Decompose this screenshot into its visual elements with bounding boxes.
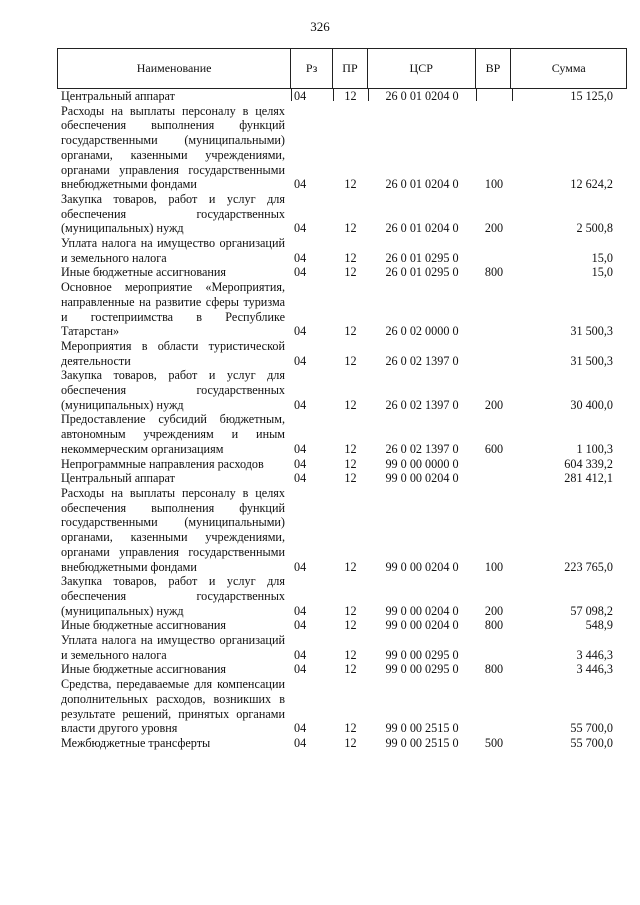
- header-vr: ВР: [476, 49, 512, 88]
- cell-rz: 04: [294, 471, 307, 486]
- cell-vr: 200: [484, 603, 504, 618]
- cell-csr: 26 0 02 0000 0: [385, 324, 459, 339]
- table-row: [57, 368, 627, 412]
- cell-name: Расходы на выплаты персоналу в целях обеспечения выполнения функций государственными (муниципальными) органами, казенными учреждениями, органами управления государственными внебюджетными фондами: [61, 103, 285, 192]
- cell-pr: 12: [344, 441, 357, 456]
- header-sum: Сумма: [551, 61, 586, 75]
- cell-csr: 26 0 01 0204 0: [385, 177, 459, 192]
- table-row: [57, 89, 627, 104]
- cell-rz: 04: [294, 662, 307, 677]
- cell-csr: 99 0 00 0295 0: [385, 662, 459, 677]
- cell-name: Закупка товаров, работ и услуг для обеспечения государственных (муниципальных) нужд: [61, 368, 285, 412]
- cell-pr: 12: [344, 618, 357, 633]
- cell-pr: 12: [344, 559, 357, 574]
- cell-sum: 15 125,0: [570, 89, 613, 103]
- cell-sum: 55 700,0: [570, 721, 613, 736]
- cell-csr: 99 0 00 2515 0: [385, 735, 459, 750]
- cell-name: Закупка товаров, работ и услуг для обеспечения государственных (муниципальных) нужд: [61, 574, 285, 618]
- cell-csr: 99 0 00 0204 0: [385, 471, 459, 486]
- cell-pr: 12: [344, 721, 357, 736]
- cell-rz: 04: [294, 265, 307, 280]
- cell-vr: [476, 457, 512, 472]
- cell-name: Уплата налога на имущество организаций и земельного налога: [61, 236, 285, 265]
- table-row: [57, 339, 627, 368]
- cell-sum: 548,9: [585, 618, 613, 633]
- cell-sum: 55 700,0: [570, 735, 613, 750]
- cell-rz: 04: [294, 735, 307, 750]
- table-row: [57, 280, 627, 339]
- cell-sum: 31 500,3: [570, 324, 613, 339]
- cell-vr: [476, 633, 512, 662]
- cell-vr: 200: [484, 397, 504, 412]
- cell-name: Непрограммные направления расходов: [61, 456, 264, 471]
- cell-name: Средства, передаваемые для компенсации дополнительных расходов, возникших в результате решений, принятых органами власти другого уровня: [61, 677, 285, 736]
- page-number: 326: [310, 19, 330, 34]
- cell-rz: 04: [294, 353, 307, 368]
- table-row: [57, 104, 627, 192]
- cell-csr: 26 0 02 1397 0: [385, 397, 459, 412]
- cell-name: Иные бюджетные ассигнования: [61, 662, 227, 677]
- cell-rz: 04: [294, 603, 307, 618]
- table-row: [57, 662, 627, 677]
- cell-csr: 99 0 00 0000 0: [385, 456, 459, 471]
- cell-name: Центральный аппарат: [61, 471, 175, 486]
- cell-pr: 12: [344, 456, 357, 471]
- cell-rz: 04: [294, 89, 307, 103]
- cell-rz: 04: [294, 324, 307, 339]
- cell-rz: 04: [294, 647, 307, 662]
- cell-pr: 12: [344, 647, 357, 662]
- cell-csr: 26 0 01 0204 0: [385, 89, 459, 103]
- cell-pr: 12: [344, 603, 357, 618]
- cell-sum: 31 500,3: [570, 353, 613, 368]
- cell-csr: 26 0 02 1397 0: [385, 441, 459, 456]
- table-body: [57, 89, 627, 751]
- cell-pr: 12: [344, 177, 357, 192]
- budget-table: [57, 89, 627, 751]
- table-row: [57, 574, 627, 618]
- cell-pr: 12: [344, 471, 357, 486]
- cell-csr: 26 0 02 1397 0: [385, 353, 459, 368]
- cell-rz: 04: [294, 397, 307, 412]
- table-row: [57, 192, 627, 236]
- cell-csr: 99 0 00 0204 0: [385, 603, 459, 618]
- cell-pr: 12: [344, 397, 357, 412]
- table-row: [57, 412, 627, 456]
- table-header: [57, 48, 627, 89]
- cell-name: Уплата налога на имущество организаций и земельного налога: [61, 633, 285, 662]
- cell-pr: 12: [344, 735, 357, 750]
- cell-rz: 04: [294, 221, 307, 236]
- cell-pr: 12: [344, 662, 357, 677]
- cell-vr: [476, 280, 512, 339]
- table-row: [57, 486, 627, 574]
- table-row: [57, 457, 627, 472]
- cell-name: Расходы на выплаты персоналу в целях обеспечения выполнения функций государственными (муниципальными) органами, казенными учреждениями, органами управления государственными внебюджетными фондами: [61, 485, 285, 574]
- cell-sum: 223 765,0: [564, 559, 613, 574]
- cell-vr: 800: [484, 618, 504, 633]
- header-name: Наименование: [58, 49, 291, 88]
- cell-csr: 99 0 00 0204 0: [385, 618, 459, 633]
- cell-pr: 12: [344, 221, 357, 236]
- cell-name: Центральный аппарат: [61, 89, 175, 103]
- cell-vr: 500: [484, 735, 504, 750]
- cell-vr: 800: [484, 265, 504, 280]
- header-csr: ЦСР: [368, 49, 476, 88]
- cell-csr: 26 0 01 0295 0: [385, 265, 459, 280]
- cell-rz: 04: [294, 250, 307, 265]
- cell-pr: 12: [344, 250, 357, 265]
- cell-csr: 99 0 00 0204 0: [385, 559, 459, 574]
- cell-vr: 800: [484, 662, 504, 677]
- cell-csr: 26 0 01 0204 0: [385, 221, 459, 236]
- cell-vr: 600: [484, 441, 504, 456]
- cell-name: Иные бюджетные ассигнования: [61, 618, 227, 633]
- cell-rz: 04: [294, 721, 307, 736]
- cell-vr: [476, 339, 512, 368]
- cell-sum: 3 446,3: [576, 647, 613, 662]
- cell-vr: [476, 471, 512, 486]
- cell-sum: 57 098,2: [570, 603, 613, 618]
- header-pr: ПР: [333, 49, 368, 88]
- cell-rz: 04: [294, 177, 307, 192]
- cell-sum: 281 412,1: [564, 471, 613, 486]
- cell-vr: 100: [484, 559, 504, 574]
- cell-sum: 3 446,3: [576, 662, 613, 677]
- cell-sum: 12 624,2: [570, 177, 613, 192]
- cell-sum: 1 100,3: [576, 441, 613, 456]
- cell-csr: 99 0 00 2515 0: [385, 721, 459, 736]
- cell-vr: 200: [484, 221, 504, 236]
- table-row: [57, 677, 627, 736]
- cell-pr: 12: [344, 324, 357, 339]
- cell-name: Мероприятия в области туристической деятельности: [61, 338, 285, 368]
- table-row: [57, 736, 627, 751]
- cell-csr: 99 0 00 0295 0: [385, 647, 459, 662]
- cell-rz: 04: [294, 559, 307, 574]
- header-rz: Рз: [291, 49, 333, 88]
- cell-name: Основное мероприятие «Мероприятия, направленные на развитие сферы туризма и гостеприимства в Республике Татарстан»: [61, 280, 285, 339]
- cell-csr: 26 0 01 0295 0: [385, 250, 459, 265]
- cell-pr: 12: [344, 353, 357, 368]
- table-row: [57, 618, 627, 633]
- cell-name: Иные бюджетные ассигнования: [61, 265, 227, 280]
- cell-sum: 2 500,8: [576, 221, 613, 236]
- table-row: [57, 236, 627, 265]
- cell-vr: [476, 89, 512, 104]
- cell-pr: 12: [344, 89, 357, 103]
- table-row: [57, 633, 627, 662]
- cell-vr: [476, 236, 512, 265]
- cell-vr: 100: [484, 177, 504, 192]
- cell-name: Межбюджетные трансферты: [61, 735, 211, 750]
- cell-rz: 04: [294, 456, 307, 471]
- cell-rz: 04: [294, 441, 307, 456]
- cell-sum: 604 339,2: [564, 456, 613, 471]
- cell-rz: 04: [294, 618, 307, 633]
- cell-sum: 15,0: [591, 265, 613, 280]
- table-row: [57, 471, 627, 486]
- cell-pr: 12: [344, 265, 357, 280]
- cell-vr: [476, 677, 512, 736]
- cell-sum: 15,0: [591, 250, 613, 265]
- cell-name: Предоставление субсидий бюджетным, автономным учреждениям и иным некоммерческим организациям: [61, 412, 285, 456]
- cell-sum: 30 400,0: [570, 397, 613, 412]
- cell-name: Закупка товаров, работ и услуг для обеспечения государственных (муниципальных) нужд: [61, 191, 285, 236]
- table-row: [57, 265, 627, 280]
